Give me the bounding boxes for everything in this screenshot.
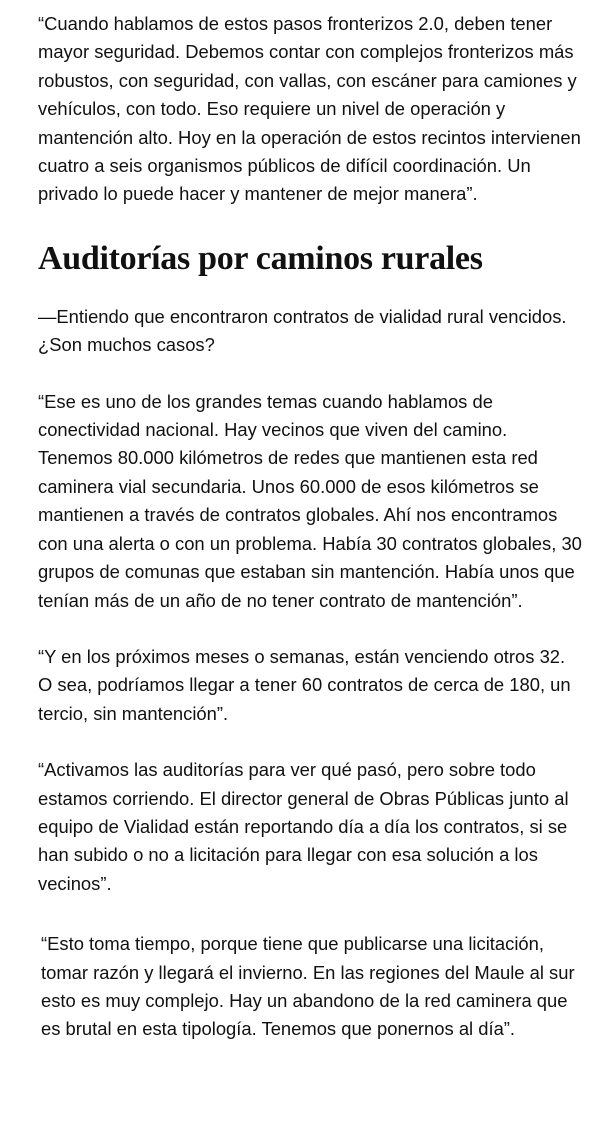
article-paragraph: “Activamos las auditorías para ver qué pasó, pero sobre todo estamos corriendo. El director general de Obras Públicas junto al equipo de Vialidad están reportando día a día los contratos, si se han subido o no a licitación para llegar con esa solución a los vecinos”. — [38, 759, 569, 894]
article-paragraph: “Cuando hablamos de estos pasos fronterizos 2.0, deben tener mayor seguridad. Debemos contar con complejos fronterizos más robustos, con seguridad, con vallas, con escáner para camiones y vehículos, con todo. Eso requiere un nivel de operación y mantención alto. Hoy en la operación de estos recintos intervienen cuatro a seis organismos públicos de difícil coordinación. Un privado lo puede hacer y mantener de mejor manera”. — [38, 13, 581, 205]
article-paragraph: “Y en los próximos meses o semanas, están venciendo otros 32. O sea, podríamos llegar a tener 60 contratos de cerca de 180, un tercio, sin mantención”. — [38, 645, 571, 724]
article-paragraph: “Ese es uno de los grandes temas cuando hablamos de conectividad nacional. Hay vecinos que viven del camino. Tenemos 80.000 kilómetros de redes que mantienen esta red caminera vial secundaria. Unos 60.000 de esos kilómetros se mantienen a través de contratos globales. Ahí nos encontramos con una alerta o con un problema. Había 30 contratos globales, 30 grupos de comunas que estaban sin mantención. Había unos que tenían más de un año de no tener contrato de mantención”. — [38, 390, 582, 611]
interview-question: —Entiendo que encontraron contratos de vialidad rural vencidos. ¿Son muchos casos? — [38, 305, 567, 356]
article-paragraph: “Esto toma tiempo, porque tiene que publicarse una licitación, tomar razón y llegará el invierno. En las regiones del Maule al sur esto es muy complejo. Hay un abandono de la red caminera que es brutal en esta tipología. Tenemos que ponernos al día”. — [41, 933, 575, 1040]
article-body — [38, 10, 583, 1044]
section-heading: Auditorías por caminos rurales — [38, 239, 483, 277]
